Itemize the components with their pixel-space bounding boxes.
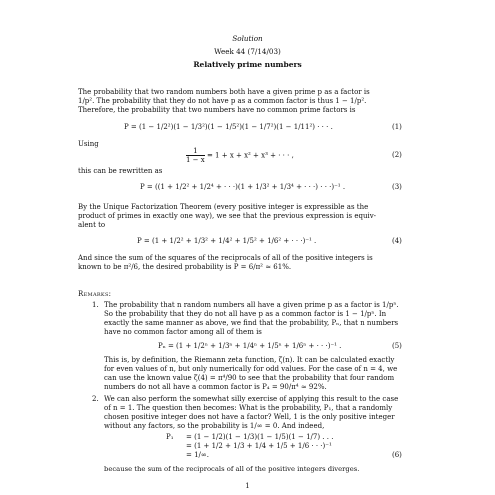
page-number: 1 <box>245 482 250 490</box>
fraction <box>186 147 205 164</box>
body-line: this can be rewritten as <box>78 167 163 175</box>
body-line: By the Unique Factorization Theorem (every positive integer is expressible as the <box>78 203 369 211</box>
equation-number: (3) <box>392 183 402 191</box>
remark-line: So the probability that they do not all have p as a common factor is 1 − 1/pⁿ. In <box>104 310 387 318</box>
equation-2 <box>186 147 294 164</box>
body-line: The probability that two random numbers both have a given prime p as a factor is <box>78 88 370 96</box>
week-date: Week 44 (7/14/03) <box>214 47 281 56</box>
remark-line: We can also perform the somewhat silly exercise of applying this result to the case <box>104 395 399 403</box>
body-line: And since the sum of the squares of the reciprocals of all of the positive integers is <box>78 254 373 262</box>
remark-line: for even values of n, but only numerically for odd values. For the case of n = 4, we <box>104 365 398 373</box>
equation-number: (4) <box>392 237 402 245</box>
equation-6-row: = (1 + 1/2 + 1/3 + 1/4 + 1/5 + 1/6 · · ·)⁻¹ <box>186 442 332 450</box>
body-line: Therefore, the probability that two numbers have no common prime factors is <box>78 106 356 114</box>
body-line: 1/p². The probability that they do not have p as a common factor is thus 1 − 1/p². <box>78 97 367 105</box>
remark-line: chosen positive integer does not have a factor? Well, 1 is the only positive integer <box>104 413 395 421</box>
solution-label: Solution <box>232 34 263 43</box>
remark-line: This is, by definition, the Riemann zeta function, ζ(n). It can be calculated exactly <box>104 356 395 364</box>
remark-line: without any factors, so the probability is 1/∞ = 0. And indeed, <box>104 422 325 430</box>
equation-number: (6) <box>392 451 402 459</box>
remark-line: exactly the same manner as above, we find that the probability, Pₙ, that n numbers <box>104 319 399 327</box>
list-number: 2. <box>92 395 99 403</box>
fraction-denominator: 1 − x <box>186 156 205 164</box>
equation-3: P = ((1 + 1/2² + 1/2⁴ + · · ·)(1 + 1/3² + 1/3⁴ + · · ·) · · ·)⁻¹ . <box>140 183 346 191</box>
remark-line: The probability that n random numbers all have a given prime p as a factor is 1/pⁿ. <box>104 301 399 309</box>
equation-5: Pₙ = (1 + 1/2ⁿ + 1/3ⁿ + 1/4ⁿ + 1/5ⁿ + 1/6ⁿ + · · ·)⁻¹ . <box>158 342 342 350</box>
remark-line: have no common factor among all of them is <box>104 328 262 336</box>
body-line: known to be π²/6, the desired probability is P = 6/π² ≈ 61%. <box>78 263 292 271</box>
page-title: Relatively prime numbers <box>193 60 302 69</box>
equation-number: (2) <box>392 151 402 159</box>
remarks-heading: Remarks: <box>78 290 112 298</box>
equation-6-row: = 1/∞. <box>186 451 209 459</box>
equation-1: P = (1 − 1/2²)(1 − 1/3²)(1 − 1/5²)(1 − 1/7²)(1 − 1/11²) · · · . <box>124 123 333 131</box>
equation-number: (1) <box>392 123 402 131</box>
remark-line: numbers do not all have a common factor is P₄ = 90/π⁴ ≈ 92%. <box>104 383 327 391</box>
equation-number: (5) <box>392 342 402 350</box>
list-number: 1. <box>92 301 99 309</box>
remark-line: can use the known value ζ(4) = π⁴/90 to see that the probability that four random <box>104 374 395 382</box>
equation-4: P = (1 + 1/2² + 1/3² + 1/4² + 1/5² + 1/6² + · · ·)⁻¹ . <box>137 237 317 245</box>
body-line: Using <box>78 140 99 148</box>
equation-6-lhs: P₁ <box>166 433 174 441</box>
body-line: product of primes in exactly one way), we see that the previous expression is equiv- <box>78 212 377 220</box>
fraction-numerator: 1 <box>186 147 205 156</box>
remark-line: of n = 1. The question then becomes: What is the probability, P₁, that a randomly <box>104 404 393 412</box>
remark-line: because the sum of the reciprocals of all of the positive integers diverges. <box>104 465 360 473</box>
body-line: alent to <box>78 221 106 229</box>
equation-2-rest: = 1 + x + x² + x³ + · · · , <box>206 151 294 160</box>
equation-6-row: = (1 − 1/2)(1 − 1/3)(1 − 1/5)(1 − 1/7) . . . <box>186 433 334 441</box>
